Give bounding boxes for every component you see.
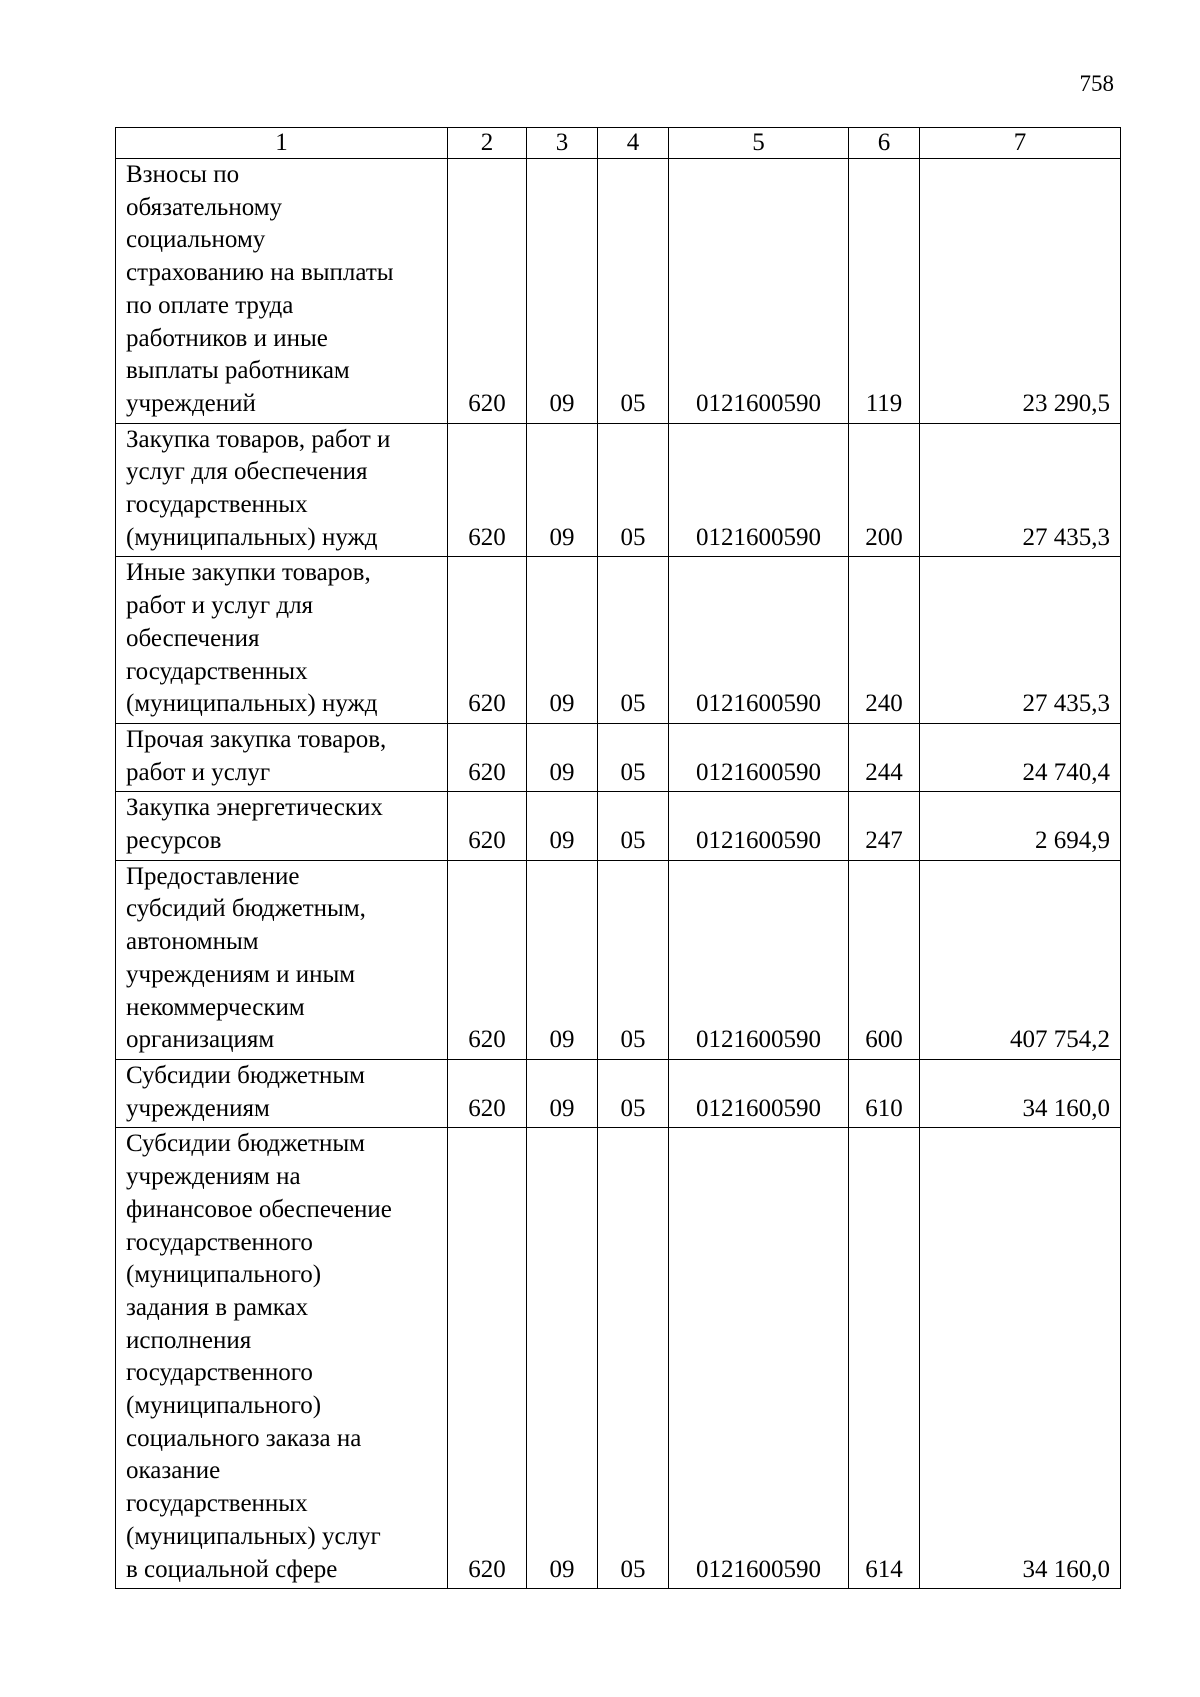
expense-name-line: работ и услуг <box>126 758 271 786</box>
table-row <box>116 159 1121 424</box>
subsection-code-cell: 05 <box>598 423 669 557</box>
expense-name-line: государственных <box>126 491 308 519</box>
expense-type-cell: 614 <box>849 1128 920 1589</box>
amount-cell: 27 435,3 <box>920 557 1121 724</box>
expense-name-cell <box>116 723 448 791</box>
expense-name-line: государственного <box>126 1359 313 1387</box>
expense-type-cell: 119 <box>849 159 920 424</box>
expense-name-line: Предоставление <box>126 862 300 890</box>
expense-type-cell: 600 <box>849 860 920 1059</box>
column-header: 6 <box>849 128 920 159</box>
expense-name-line: задания в рамках <box>126 1293 309 1321</box>
expense-name-line: ресурсов <box>126 827 222 855</box>
target-article-cell: 0121600590 <box>669 723 849 791</box>
ministry-code-cell: 620 <box>448 1128 527 1589</box>
expense-name-line: Закупка товаров, работ и <box>126 425 391 453</box>
expense-type-cell: 240 <box>849 557 920 724</box>
table-body <box>116 159 1121 1589</box>
expense-name-line: Иные закупки товаров, <box>126 559 371 587</box>
amount-cell: 24 740,4 <box>920 723 1121 791</box>
expense-name-line: учреждений <box>126 389 256 417</box>
expense-name-line: работ и услуг для <box>126 592 314 620</box>
table-header-row <box>116 128 1121 159</box>
amount-cell: 34 160,0 <box>920 1059 1121 1127</box>
target-article-cell: 0121600590 <box>669 860 849 1059</box>
expense-name-line: государственных <box>126 1490 308 1518</box>
amount-cell: 2 694,9 <box>920 792 1121 860</box>
amount-cell: 27 435,3 <box>920 423 1121 557</box>
expense-name-line: Субсидии бюджетным <box>126 1130 365 1158</box>
section-code-cell: 09 <box>527 423 598 557</box>
target-article-cell: 0121600590 <box>669 423 849 557</box>
expense-name-line: услуг для обеспечения <box>126 458 368 486</box>
target-article-cell: 0121600590 <box>669 1128 849 1589</box>
expense-name-line: страхованию на выплаты <box>126 259 394 287</box>
amount-cell: 407 754,2 <box>920 860 1121 1059</box>
expense-name-cell <box>116 557 448 724</box>
column-header: 3 <box>527 128 598 159</box>
expense-type-cell: 244 <box>849 723 920 791</box>
expense-name-line: Закупка энергетических <box>126 794 383 822</box>
table-row <box>116 1128 1121 1589</box>
ministry-code-cell: 620 <box>448 792 527 860</box>
expense-name-line: Прочая закупка товаров, <box>126 725 387 753</box>
amount-cell: 23 290,5 <box>920 159 1121 424</box>
ministry-code-cell: 620 <box>448 860 527 1059</box>
expense-name-line: оказание <box>126 1457 221 1485</box>
column-header: 1 <box>116 128 448 159</box>
expense-name-line: обязательному <box>126 193 283 221</box>
expense-name-line: учреждениям и иным <box>126 960 356 988</box>
subsection-code-cell: 05 <box>598 557 669 724</box>
expense-name-line: социальному <box>126 226 266 254</box>
target-article-cell: 0121600590 <box>669 557 849 724</box>
expense-name-line: в социальной сфере <box>126 1555 338 1583</box>
expense-name-cell <box>116 792 448 860</box>
section-code-cell: 09 <box>527 1059 598 1127</box>
expense-name-line: обеспечения <box>126 624 260 652</box>
subsection-code-cell: 05 <box>598 723 669 791</box>
target-article-cell: 0121600590 <box>669 792 849 860</box>
expense-type-cell: 200 <box>849 423 920 557</box>
table-row <box>116 557 1121 724</box>
expense-name-line: работников и иные <box>126 324 328 352</box>
ministry-code-cell: 620 <box>448 159 527 424</box>
expense-name-line: Взносы по <box>126 161 240 188</box>
expense-name-cell <box>116 159 448 424</box>
expense-name-line: учреждениям на <box>126 1163 301 1191</box>
expense-name-line: выплаты работникам <box>126 357 350 385</box>
section-code-cell: 09 <box>527 159 598 424</box>
column-header: 7 <box>920 128 1121 159</box>
target-article-cell: 0121600590 <box>669 1059 849 1127</box>
subsection-code-cell: 05 <box>598 860 669 1059</box>
subsection-code-cell: 05 <box>598 1128 669 1589</box>
expense-type-cell: 610 <box>849 1059 920 1127</box>
ministry-code-cell: 620 <box>448 557 527 724</box>
table-row <box>116 860 1121 1059</box>
page-number: 758 <box>1079 71 1114 96</box>
table-row <box>116 423 1121 557</box>
expense-name-line: (муниципальных) нужд <box>126 690 378 718</box>
section-code-cell: 09 <box>527 723 598 791</box>
expense-name-cell <box>116 1128 448 1589</box>
expense-name-line: (муниципальных) услуг <box>126 1522 381 1550</box>
expense-name-line: социального заказа на <box>126 1424 362 1452</box>
expense-name-line: исполнения <box>126 1326 252 1354</box>
section-code-cell: 09 <box>527 792 598 860</box>
expense-name-cell <box>116 1059 448 1127</box>
section-code-cell: 09 <box>527 557 598 724</box>
target-article-cell: 0121600590 <box>669 159 849 424</box>
expense-name-line: государственного <box>126 1228 313 1256</box>
amount-cell: 34 160,0 <box>920 1128 1121 1589</box>
expense-type-cell: 247 <box>849 792 920 860</box>
table-row <box>116 723 1121 791</box>
expense-name-line: государственных <box>126 657 308 685</box>
subsection-code-cell: 05 <box>598 792 669 860</box>
column-header: 2 <box>448 128 527 159</box>
section-code-cell: 09 <box>527 1128 598 1589</box>
expense-name-line: финансовое обеспечение <box>126 1195 392 1223</box>
table-row <box>116 792 1121 860</box>
section-code-cell: 09 <box>527 860 598 1059</box>
expense-name-line: (муниципального) <box>126 1392 322 1420</box>
ministry-code-cell: 620 <box>448 423 527 557</box>
expense-name-line: (муниципальных) нужд <box>126 523 378 551</box>
column-header: 4 <box>598 128 669 159</box>
expense-name-cell <box>116 423 448 557</box>
expense-name-line: Субсидии бюджетным <box>126 1061 365 1089</box>
expense-name-line: учреждениям <box>126 1094 270 1122</box>
subsection-code-cell: 05 <box>598 1059 669 1127</box>
expense-name-line: организациям <box>126 1026 275 1054</box>
ministry-code-cell: 620 <box>448 723 527 791</box>
budget-table <box>115 127 1121 1589</box>
table-row <box>116 1059 1121 1127</box>
expense-name-cell <box>116 860 448 1059</box>
subsection-code-cell: 05 <box>598 159 669 424</box>
column-header: 5 <box>669 128 849 159</box>
ministry-code-cell: 620 <box>448 1059 527 1127</box>
expense-name-line: (муниципального) <box>126 1261 322 1289</box>
expense-name-line: субсидий бюджетным, <box>126 895 366 923</box>
expense-name-line: некоммерческим <box>126 993 305 1021</box>
expense-name-line: по оплате труда <box>126 291 294 319</box>
expense-name-line: автономным <box>126 928 259 956</box>
